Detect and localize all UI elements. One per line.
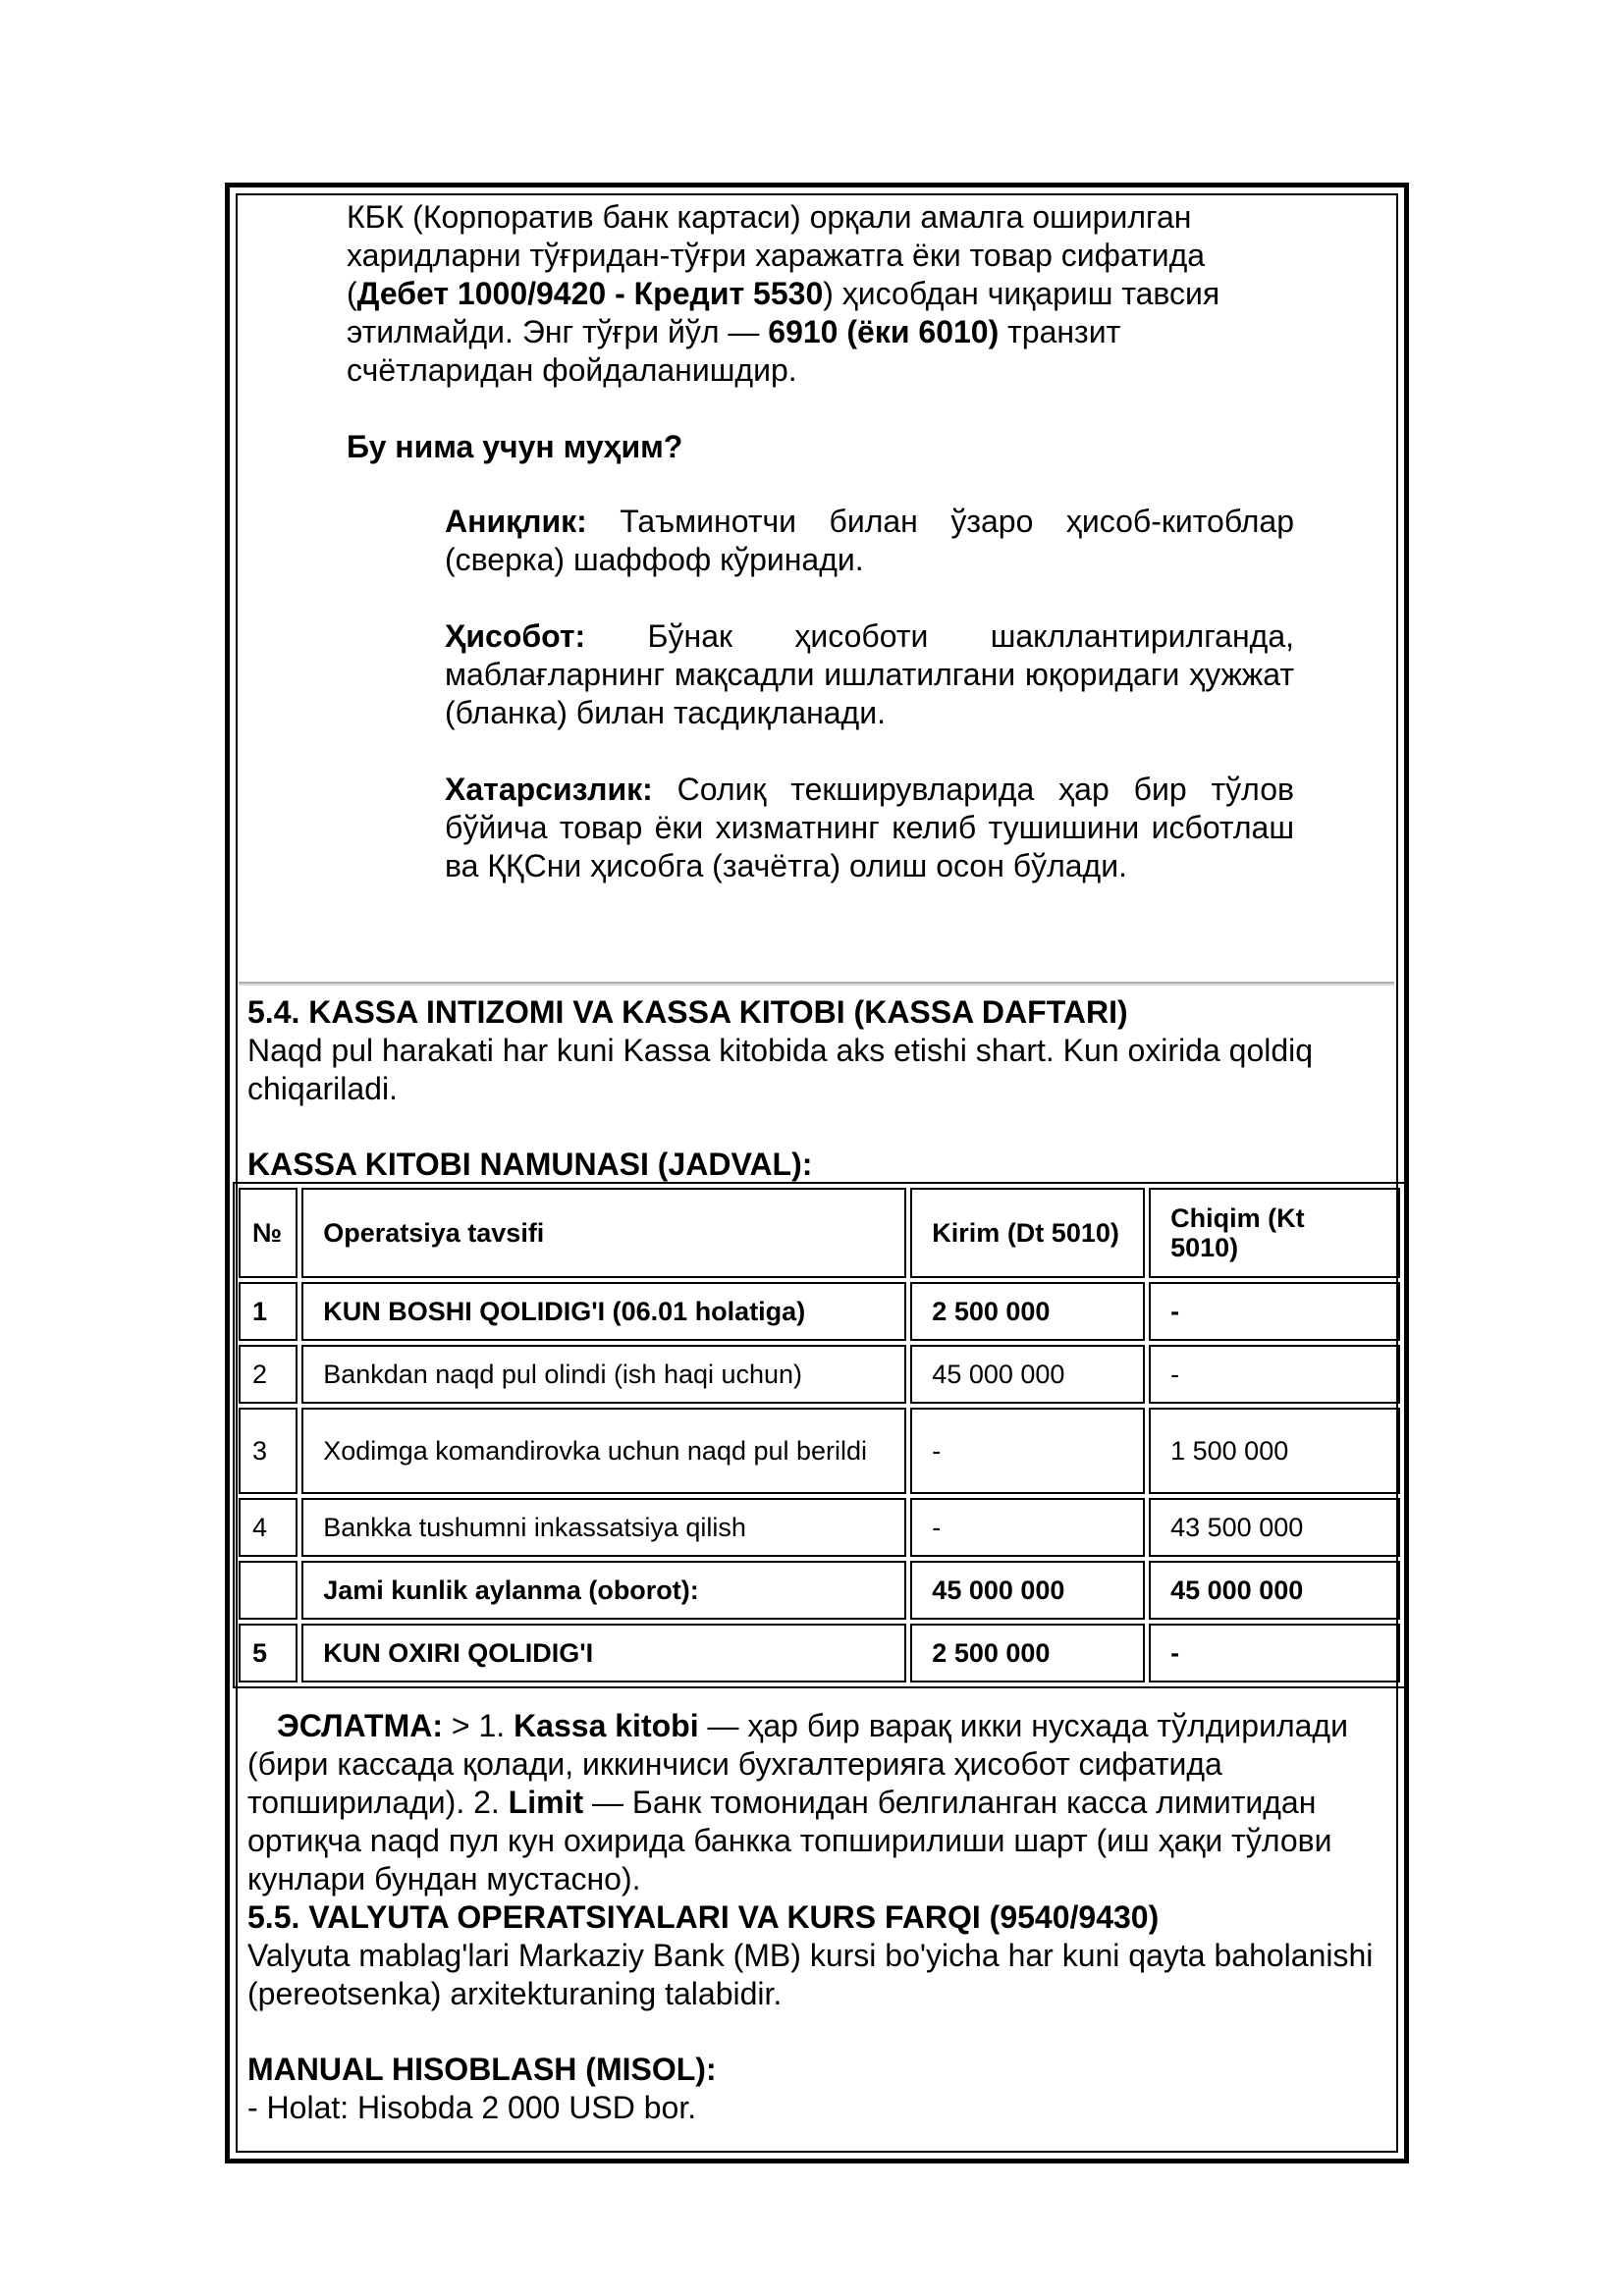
header-credit: Chiqim (Kt 5010) (1149, 1188, 1400, 1278)
point-safety: Хатарсизлик: Солиқ текширувларида ҳар бир тўлов бўйича товар ёки хизматнинг келиб тушишини исботлаш ва ҚҚСни ҳисобга (зачётга) олиш осон бўлади. (445, 772, 1294, 883)
header-number: № (239, 1188, 298, 1278)
header-debit: Kirim (Dt 5010) (910, 1188, 1145, 1278)
kbk-line-2: харидларни тўғридан-тўғри харажатга ёки товар сифатида (347, 238, 1206, 273)
section-5-4-paragraph: Naqd pul harakati har kuni Kassa kitobida aks etishi shart. Kun oxirida qoldiq chiqariladi. (247, 1033, 1314, 1106)
manual-calc-title: MANUAL HISOBLASH (MISOL): (247, 2052, 717, 2087)
point-term: Ҳисобот: (445, 618, 586, 654)
table-row: 2 Bankdan naqd pul olindi (ish haqi uchun) 45 000 000 - (239, 1345, 1400, 1404)
debit-credit-entry: Дебет 1000/9420 - Кредит 5530 (356, 276, 824, 311)
table-row: 1 KUN BOSHI QOLIDIG'I (06.01 holatiga) 2 500 000 - (239, 1282, 1400, 1341)
section-5-5-paragraph: Valyuta mablag'lari Markaziy Bank (MB) kursi bo'yicha har kuni qayta baholanishi (pereotsenka) arxitekturaning talabidir. (247, 1938, 1374, 2011)
table-header-row (239, 1188, 1400, 1278)
transit-accounts: 6910 (ёки 6010) (768, 314, 1000, 349)
point-term: Хатарсизлик: (445, 772, 653, 807)
why-heading: Бу нима учун муҳим? (347, 429, 683, 464)
kbk-line-1: КБК (Корпоратив банк картаси) орқали амалга оширилган (347, 199, 1192, 235)
table-row: 3 Xodimga komandirovka uchun naqd pul berildi - 1 500 000 (239, 1408, 1400, 1494)
kbk-paragraph (347, 198, 1289, 390)
table-title: KASSA KITOBI NAMUNASI (JADVAL): (247, 1147, 813, 1182)
section-5-4-title: 5.4. KASSA INTIZOMI VA KASSA KITOBI (KASSA DAFTARI) (247, 994, 1128, 1030)
kassa-book-table (233, 1182, 1406, 1688)
point-term: Аниқлик: (445, 504, 587, 539)
header-description: Operatsiya tavsifi (301, 1188, 906, 1278)
table-total-row: Jami kunlik aylanma (oborot): 45 000 000 45 000 000 (239, 1561, 1400, 1620)
table-row: 4 Bankka tushumni inkassatsiya qilish - 43 500 000 (239, 1498, 1400, 1557)
section-divider (239, 982, 1394, 986)
kbk-line-5: счётларидан фойдаланишдир. (347, 352, 797, 388)
section-5-5-title: 5.5. VALYUTA OPERATSIYALARI VA KURS FARQI (9540/9430) (247, 1899, 1160, 1935)
point-report: Ҳисобот: Бўнак ҳисоботи шакллантирилганда, маблағларнинг мақсадли ишлатилгани юқоридаги ҳужжат (бланка) билан тасдиқланади. (445, 618, 1294, 730)
kbk-line-3: (Дебет 1000/9420 - Кредит 5530) ҳисобдан чиқариш тавсия (347, 276, 1220, 311)
note-label: ЭСЛАТМА: (277, 1708, 444, 1743)
holat-line: - Holat: Hisobda 2 000 USD bor. (247, 2090, 697, 2125)
point-accuracy: Аниқлик: Таъминотчи билан ўзаро ҳисоб-китоблар (сверка) шаффоф кўринади. (445, 504, 1294, 577)
note-paragraph: ЭСЛАТМА: > 1. Kassa kitobi — ҳар бир варақ икки нусхада тўлдирилади (бири кассада қолади, иккинчиси бухгалтерияга ҳисобот сифатида топширилади). 2. Limit — Банк томонидан белгиланган касса лимитидан ортиқча naqd пул кун охирида банкка топширилиши шарт (иш ҳақи тўлови кунлари бундан мустасно). (247, 1708, 1348, 1896)
table-row: 5 KUN OXIRI QOLIDIG'I 2 500 000 - (239, 1624, 1400, 1682)
kbk-line-4: этилмайди. Энг тўғри йўл — 6910 (ёки 6010) транзит (347, 314, 1121, 349)
